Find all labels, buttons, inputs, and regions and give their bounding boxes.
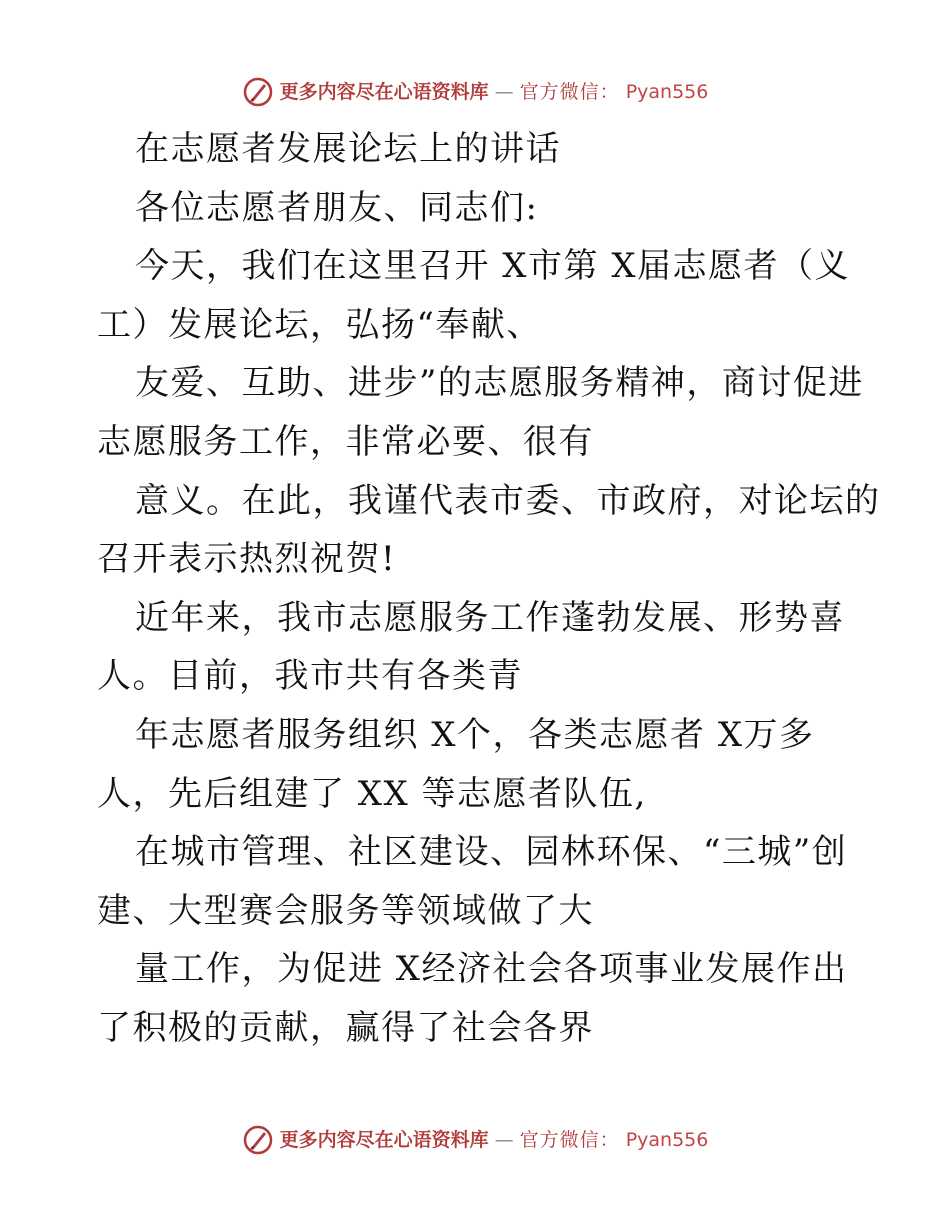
paragraph-line: 今天，我们在这里召开 X市第 X届志愿者（义 <box>135 246 851 287</box>
wechat-id: Pyan556 <box>625 81 709 103</box>
paragraph-line: 人，先后组建了 XX 等志愿者队伍, <box>97 773 647 814</box>
paragraph-line: 建、大型赛会服务等领域做了大 <box>97 890 594 931</box>
document-body <box>97 120 881 1058</box>
paragraph-line: 人。目前，我市共有各类青 <box>97 656 523 697</box>
paragraph-line: 友爱、互助、进步”的志愿服务精神，商讨促进 <box>135 363 864 404</box>
wechat-label: 官方微信： <box>519 1129 620 1151</box>
wechat-id: Pyan556 <box>625 1129 709 1151</box>
paragraph-line: 了积极的贡献，赢得了社会各界 <box>97 1007 594 1048</box>
quill-pen-logo-icon <box>242 76 274 108</box>
quill-pen-logo-icon <box>242 1124 274 1156</box>
banner-separator: — <box>494 81 514 103</box>
footer-banner <box>0 1124 950 1156</box>
salutation: 各位志愿者朋友、同志们: <box>135 187 539 228</box>
paragraph-line: 志愿服务工作，非常必要、很有 <box>97 421 594 462</box>
paragraph-line: 意义。在此，我谨代表市委、市政府，对论坛的 <box>135 480 881 521</box>
paragraph-line: 召开表示热烈祝贺! <box>97 539 397 580</box>
banner-separator: — <box>494 1129 514 1151</box>
wechat-label: 官方微信： <box>519 81 620 103</box>
paragraph-line: 在城市管理、社区建设、园林环保、“三城”创 <box>135 832 848 873</box>
paragraph-line: 工）发展论坛，弘扬“奉献、 <box>97 304 542 345</box>
brand-text: 更多内容尽在心语资料库 <box>279 81 489 103</box>
document-title: 在志愿者发展论坛上的讲话 <box>135 129 561 169</box>
header-banner <box>0 76 950 108</box>
brand-text: 更多内容尽在心语资料库 <box>279 1129 489 1151</box>
paragraph-line: 近年来，我市志愿服务工作蓬勃发展、形势喜 <box>135 597 845 638</box>
paragraph-line: 量工作，为促进 X经济社会各项事业发展作出 <box>135 949 848 990</box>
paragraph-line: 年志愿者服务组织 X个，各类志愿者 X万多 <box>135 714 815 755</box>
